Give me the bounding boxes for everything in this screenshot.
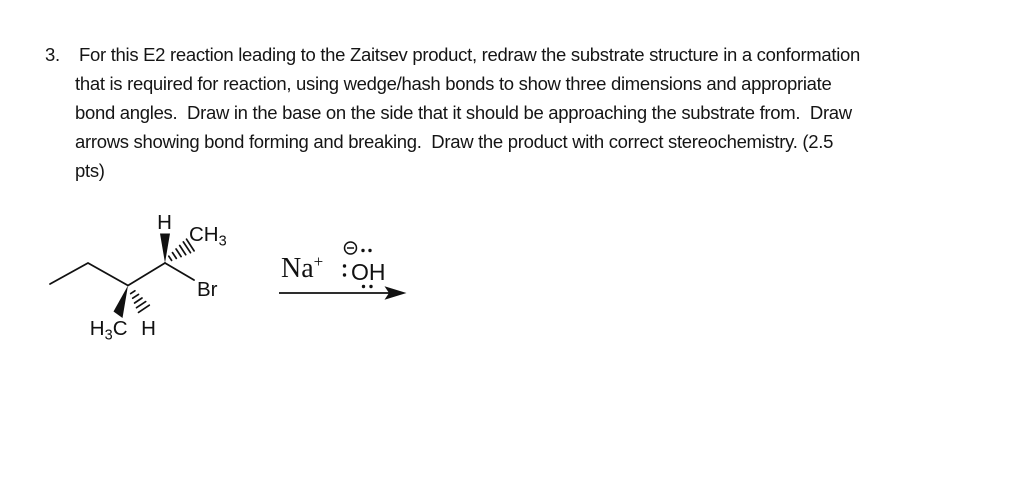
sodium-cation-label bbox=[281, 252, 323, 284]
substrate-structure bbox=[50, 263, 194, 286]
sodium-symbol: Na bbox=[281, 253, 314, 284]
question-block bbox=[45, 40, 860, 185]
carbon-chain-bond bbox=[50, 263, 165, 286]
question-line: bond angles. Draw in the base on the side that it should be approaching the substrate from. Draw bbox=[75, 102, 852, 123]
lone-pair-dots-left-icon bbox=[343, 264, 346, 276]
hash-bond-h-bottom bbox=[131, 291, 150, 313]
lone-pair-dots-bottom-icon bbox=[362, 285, 373, 288]
ch3-top-subscript: 3 bbox=[218, 233, 227, 250]
ch3-top-label bbox=[189, 223, 227, 250]
wedge-bond-ch3-bottom bbox=[114, 286, 129, 319]
question-number: 3. bbox=[45, 44, 60, 65]
reaction-scheme bbox=[40, 200, 420, 350]
ch3-top-main: CH bbox=[189, 223, 219, 246]
question-line: arrows showing bond forming and breaking. Draw the product with correct stereochemistry. (2.5 bbox=[75, 131, 834, 152]
lone-pair-dots-top-icon bbox=[361, 249, 371, 252]
h3c-subscript: 3 bbox=[104, 327, 113, 344]
h3c-c: C bbox=[112, 317, 128, 340]
h-top-label: H bbox=[157, 211, 172, 234]
hydroxide-label: OH bbox=[351, 259, 386, 285]
circled-minus-charge-icon bbox=[345, 242, 357, 254]
h-bottom-label: H bbox=[141, 317, 156, 340]
h3c-bottom-label bbox=[90, 317, 128, 344]
question-text bbox=[75, 40, 860, 185]
c2-br-bond bbox=[165, 263, 194, 280]
question-line: that is required for reaction, using wedge/hash bonds to show three dimensions and appropriate bbox=[75, 73, 832, 94]
question-line: pts) bbox=[75, 160, 105, 181]
br-label: Br bbox=[197, 278, 218, 301]
question-line: For this E2 reaction leading to the Zaitsev product, redraw the substrate structure in a conformation bbox=[79, 44, 861, 65]
wedge-bond-h-top bbox=[160, 234, 170, 264]
h3c-h: H bbox=[89, 317, 105, 340]
reaction-arrow bbox=[279, 286, 407, 300]
sodium-charge: + bbox=[313, 252, 324, 271]
